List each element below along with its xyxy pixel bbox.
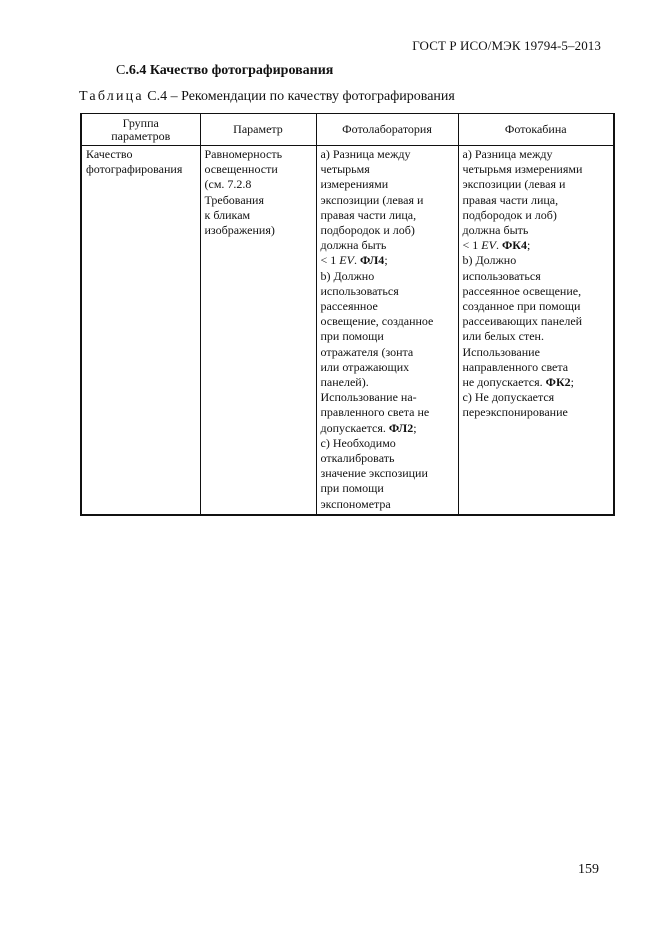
cell-parameter <box>200 146 316 516</box>
cell-line: панелей). <box>320 375 369 390</box>
column-header-photo-booth <box>458 114 614 146</box>
cell-line: допускается. ФЛ2; <box>320 420 417 435</box>
table-row <box>81 146 614 516</box>
column-header-line: параметров <box>111 128 171 143</box>
page-number: 159 <box>578 862 599 877</box>
cell-line: созданное при помощи <box>462 299 581 314</box>
cell-line: a) Разница между <box>320 147 411 161</box>
cell-line: значение экспозиции <box>320 466 428 481</box>
cell-line: фотографирования <box>86 162 183 177</box>
section-title: Качество фотографирования <box>149 63 334 78</box>
cell-line: рассеивающих панелей <box>462 314 583 329</box>
cell-line: Равномерность <box>204 147 283 161</box>
cell-line: при помощи <box>320 481 384 496</box>
column-header-photo-lab <box>316 114 458 146</box>
table-header-row <box>81 114 614 146</box>
cell-line: < 1 EV. ФК4; <box>462 238 531 253</box>
table-caption-word: Таблица <box>79 89 144 104</box>
column-header-line: Параметр <box>233 122 283 136</box>
section-number-prefix: С <box>116 63 126 78</box>
cell-line: правленного света не <box>320 405 430 420</box>
cell-line: должна быть <box>320 238 387 253</box>
cell-line: Использование на- <box>320 390 417 405</box>
table-caption-text: С.4 – Рекомендации по качеству фотографирования <box>143 89 455 104</box>
cell-line: использоваться <box>462 268 541 283</box>
cell-line: освещенности <box>204 162 278 177</box>
cell-line: экспозиции (левая и <box>320 192 424 207</box>
cell-line: b) Должно <box>462 253 517 268</box>
cell-line: или отражающих <box>320 359 410 374</box>
cell-line: c) Не допускается <box>462 390 555 405</box>
cell-line: Использование <box>462 344 540 359</box>
cell-line: экспонометра <box>320 496 391 511</box>
cell-line: должна быть <box>462 223 529 238</box>
cell-photo-lab <box>316 146 458 516</box>
cell-line: откалибровать <box>320 451 395 466</box>
document-header: ГОСТ Р ИСО/МЭК 19794-5–2013 <box>412 38 601 53</box>
cell-line: b) Должно <box>320 268 375 283</box>
cell-line: четырьмя <box>320 162 370 177</box>
cell-line: не допускается. ФК2; <box>462 375 574 390</box>
cell-line: правая части лица, <box>462 192 559 207</box>
cell-line: рассеянное освещение, <box>462 283 582 298</box>
cell-line: освещение, созданное <box>320 314 434 329</box>
cell-line: подбородок и лоб) <box>320 223 415 238</box>
cell-line: при помощи <box>320 329 384 344</box>
cell-line: a) Разница между <box>462 147 553 161</box>
cell-group <box>81 146 200 516</box>
cell-line: подбородок и лоб) <box>462 207 557 222</box>
cell-line: Требования <box>204 192 265 207</box>
section-number: .6.4 <box>125 63 147 78</box>
cell-line: < 1 EV. ФЛ4; <box>320 253 388 268</box>
table-caption <box>79 89 455 105</box>
cell-line: (см. 7.2.8 <box>204 177 252 192</box>
cell-line: экспозиции (левая и <box>462 177 566 192</box>
cell-line: рассеянное <box>320 299 378 314</box>
section-heading <box>116 63 333 79</box>
cell-line: c) Необходимо <box>320 435 396 450</box>
recommendations-table <box>80 113 615 516</box>
cell-line: правая части лица, <box>320 207 417 222</box>
cell-photo-booth <box>458 146 614 516</box>
column-header-line: Группа <box>122 115 159 130</box>
column-header-parameter <box>200 114 316 146</box>
column-header-line: Фотокабина <box>504 122 567 136</box>
cell-line: измерениями <box>320 177 389 192</box>
cell-line: отражателя (зонта <box>320 344 414 359</box>
cell-line: переэкспонирование <box>462 405 568 420</box>
cell-line: или белых стен. <box>462 329 544 344</box>
cell-line: к бликам <box>204 207 251 222</box>
cell-line: направленного света <box>462 359 569 374</box>
cell-line: использоваться <box>320 283 399 298</box>
cell-line: четырьмя измерениями <box>462 162 583 177</box>
cell-line: Качество <box>86 147 133 161</box>
column-header-group <box>81 114 200 146</box>
column-header-line: Фотолаборатория <box>342 122 432 136</box>
cell-line: изображения) <box>204 223 275 238</box>
